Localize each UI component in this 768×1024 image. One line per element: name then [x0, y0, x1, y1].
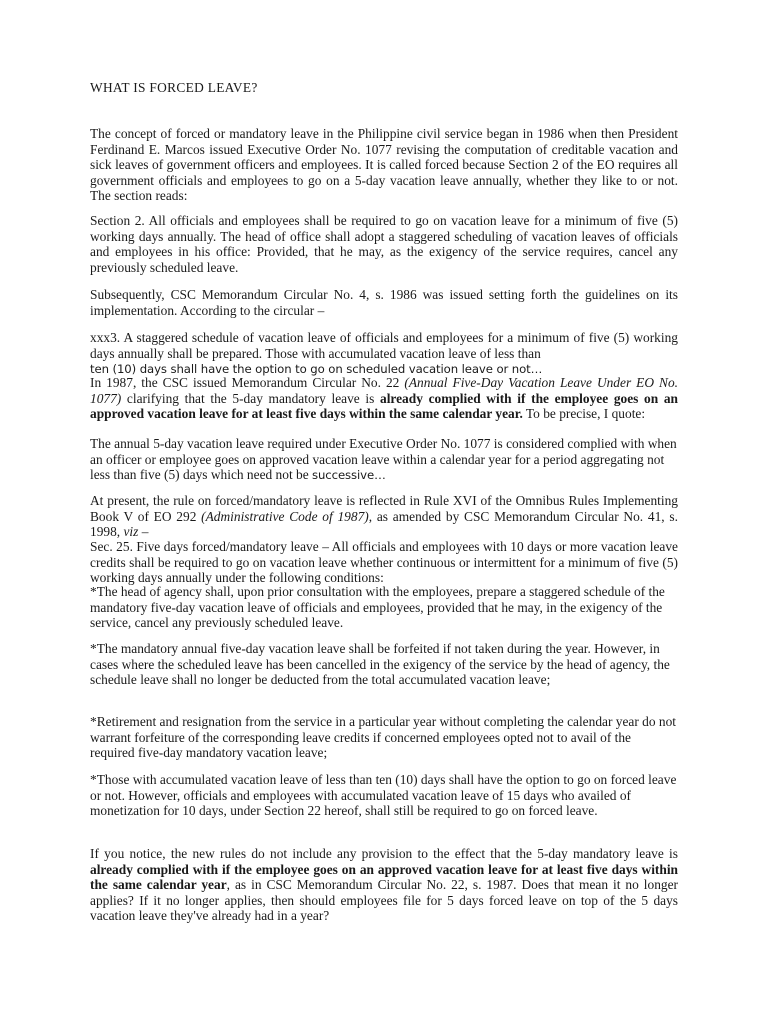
conclusion-question: , as in CSC Memorandum Circular No. 22, s. 1987. Does that mean it no longer applies? If it no longer applies, then should employees file for 5 days forced leave on top of the 5 days vacation leave they've already had in a year? [90, 877, 678, 923]
circular-22-intro: In 1987, the CSC issued Memorandum Circular No. 22 [90, 375, 405, 390]
paragraph-condition-option: *Those with accumulated vacation leave of less than ten (10) days shall have the option to go on forced leave or not. However, officials and employees with accumulated vacation leave of 15 days who availed of monetization for 10 days, under Section 22 hereof, shall still be required to go on forced leave. [90, 772, 677, 818]
staggered-schedule-tail: ten (10) days shall have the option to go on scheduled vacation leave or not… [90, 362, 543, 376]
omnibus-rules-dash: – [138, 524, 149, 539]
paragraph-condition-head-of-agency: *The head of agency shall, upon prior consultation with the employees, prepare a staggered schedule of the mandatory five-day vacation leave of officials and employees, provided that he may, in the exigency of the service, cancel any previously scheduled leave. [90, 584, 665, 630]
page-title: WHAT IS FORCED LEAVE? [90, 80, 258, 95]
omnibus-rules-viz: viz [123, 524, 139, 539]
paragraph-omnibus-rules [90, 493, 678, 540]
paragraph-circular-no-4: Subsequently, CSC Memorandum Circular No. 4, s. 1986 was issued setting forth the guidelines on its implementation. According to the circular – [90, 287, 678, 318]
circular-22-clarifying: clarifying that the 5-day mandatory leave is [121, 390, 380, 406]
conclusion-intro: If you notice, the new rules do not include any provision to the effect that the 5-day mandatory leave is [90, 846, 678, 861]
quoted-rule-tail: successive… [312, 468, 386, 482]
paragraph-quoted-rule [90, 436, 678, 484]
omnibus-rules-amended: , as amended by CSC Memorandum Circular No. 41, s. 1998, [90, 508, 678, 539]
circular-22-bold-rule: already complied with if the employee goes on an approved vacation leave for at least five days within the same calendar year. [90, 390, 678, 421]
paragraph-condition-forfeited: *The mandatory annual five-day vacation leave shall be forfeited if not taken during the year. However, in cases where the scheduled leave has been cancelled in the exigency of the service by the head of agency, the schedule leave shall no longer be deducted from the total accumulated vacation leave; [90, 641, 670, 687]
quoted-rule-text: The annual 5-day vacation leave required under Executive Order No. 1077 is considered complied with when an officer or employee goes on approved vacation leave within a calendar year for a period aggregating not less than five (5) days which need not be [90, 436, 677, 482]
conclusion-bold-rule: already complied with if the employee goes on an approved vacation leave for at least five days within the same calendar year [90, 861, 678, 892]
paragraph-section-2: Section 2. All officials and employees shall be required to go on vacation leave for a minimum of five (5) working days annually. The head of office shall adopt a staggered scheduling of vacation leaves of officials and employees in his office: Provided, that he may, as the exigency of the service requires, cancel any previously scheduled leave. [90, 213, 678, 275]
omnibus-rules-intro: At present, the rule on forced/mandatory leave is reflected in Rule XVI of the Omnibus Rules Implementing Book V of EO 292 [90, 493, 678, 524]
paragraph-intro: The concept of forced or mandatory leave in the Philippine civil service began in 1986 when then President Ferdinand E. Marcos issued Executive Order No. 1077 revising the computation of creditable vacation and sick leaves of government officers and employees. It is called forced because Section 2 of the EO requires all government officials and employees to go on a 5-day vacation leave annually, whether they like to or not. The section reads: [90, 126, 678, 203]
circular-22-quote-lead: To be precise, I quote: [522, 406, 646, 421]
paragraph-conclusion [90, 846, 678, 924]
paragraph-circular-no-22 [90, 375, 678, 422]
omnibus-rules-code: (Administrative Code of 1987) [201, 508, 369, 524]
paragraph-sec-25: Sec. 25. Five days forced/mandatory leave – All officials and employees with 10 days or more vacation leave credits shall be required to go on vacation leave whether continuous or intermittent for a minimum of five (5) working days annually under the following conditions: [90, 539, 678, 585]
paragraph-staggered-schedule [90, 330, 678, 378]
circular-22-title: (Annual Five-Day Vacation Leave Under EO No. 1077) [90, 375, 679, 406]
paragraph-condition-retirement: *Retirement and resignation from the service in a particular year without completing the calendar year do not warrant forfeiture of the corresponding leave credits if concerned employees opted not to avail of the required five-day mandatory vacation leave; [90, 714, 676, 760]
staggered-schedule-text: xxx3. A staggered schedule of vacation leave of officials and employees for a minimum of five (5) working days annually shall be prepared. Those with accumulated vacation leave of less than [90, 330, 678, 361]
